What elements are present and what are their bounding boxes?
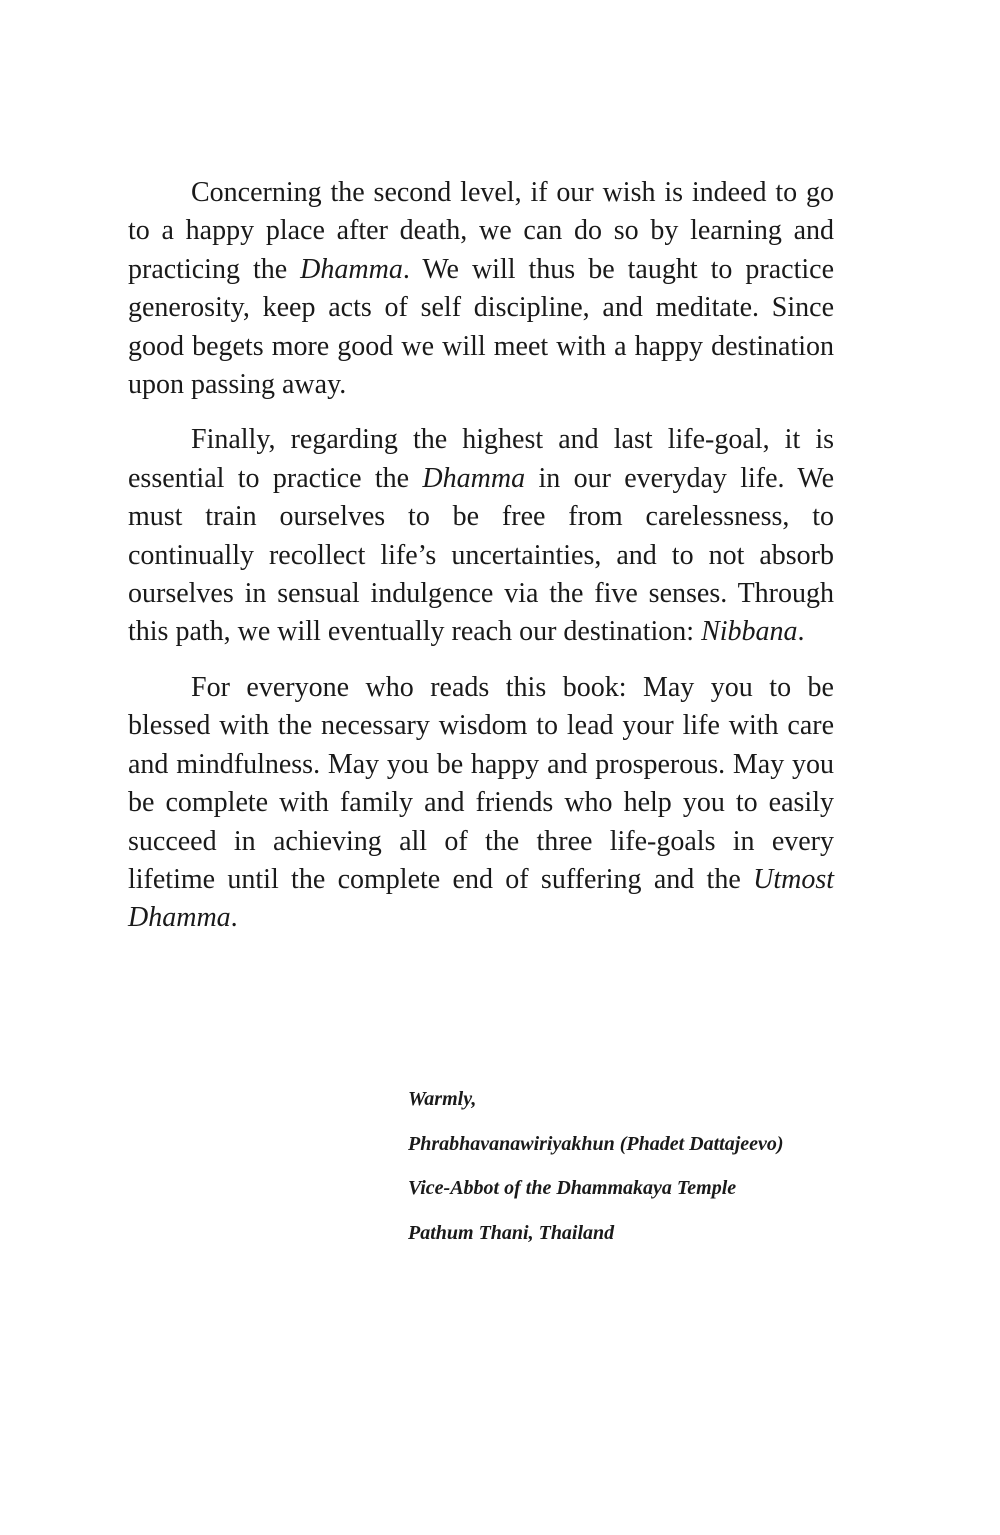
paragraph-text: . We will thus be taught to practice generosity, keep acts of self discipline, and meditate. Since good begets more good we will meet with a happy destination upon passing away. [128, 253, 834, 401]
signature-name: Phrabhavanawiriyakhun (Phadet Dattajeevo) [408, 1132, 784, 1155]
paragraph-second-level [128, 174, 834, 404]
paragraph-italic-text: Utmost Dhamma [128, 863, 834, 934]
paragraph-italic-text: Dhamma [300, 253, 403, 285]
paragraph-text: Finally, regarding the highest and last life-goal, it is essential to practice the [128, 424, 834, 494]
paragraph-italic-text: Dhamma [422, 462, 526, 494]
signature-location: Pathum Thani, Thailand [408, 1221, 615, 1244]
letter-body [128, 174, 834, 955]
paragraph-text: Concerning the second level, if our wish is indeed to go to a happy place after death, we can do so by learning and practicing the [128, 177, 834, 285]
paragraph-blessing [128, 669, 834, 938]
paragraph-highest-life-goal [128, 421, 834, 651]
paragraph-text: . [797, 616, 805, 648]
signature-block [408, 1088, 868, 1266]
signature-title: Vice-Abbot of the Dhammakaya Temple [408, 1177, 737, 1199]
paragraph-text: . [230, 902, 238, 934]
paragraph-italic-text: Nibbana [701, 616, 798, 648]
paragraph-text: For everyone who reads this book: May you to be blessed with the necessary wisdom to lead your life with care and mindfulness. May you be happy and prosperous. May you be complete with family and friends who help you to easily succeed in achieving all of the three life-goals in every lifetime until the complete end of suffering and the [128, 671, 834, 895]
signature-closing: Warmly, [408, 1088, 477, 1110]
paragraph-text: in our everyday life. We must train ourselves to be free from carelessness, to continually recollect life’s uncertainties, and to not absorb ourselves in sensual indulgence via the five senses. Through this path, we will eventually reach our destination: [128, 462, 834, 648]
